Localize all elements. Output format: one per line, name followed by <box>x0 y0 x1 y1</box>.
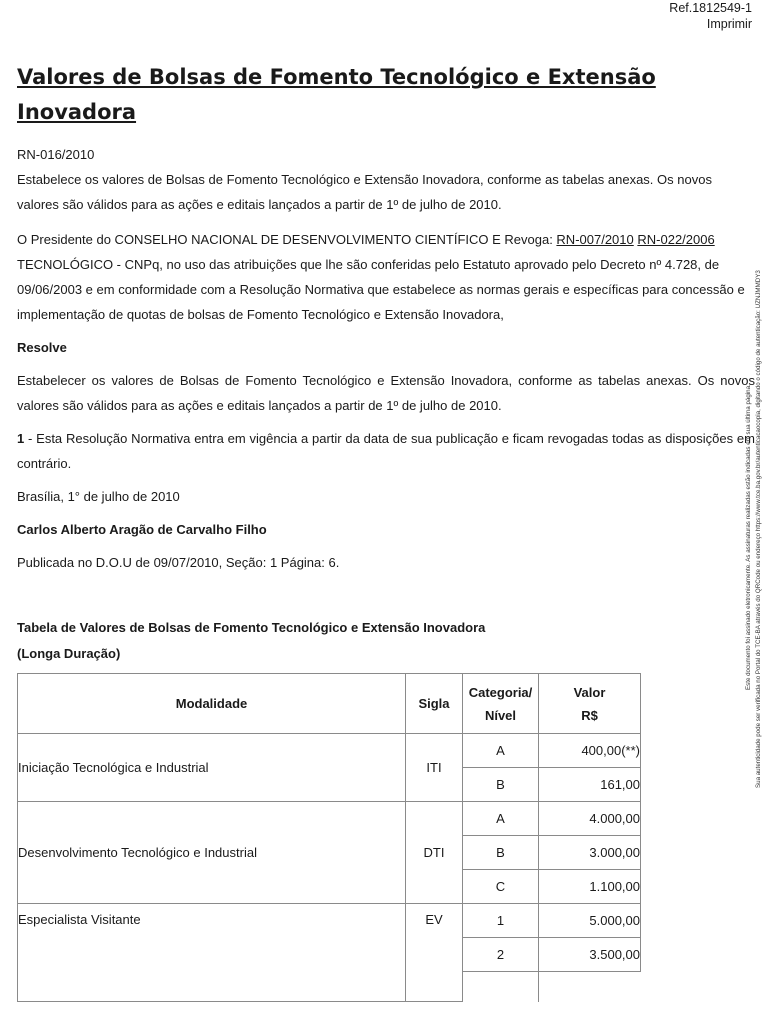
reference-number: Ref.1812549-1 <box>669 1 752 15</box>
cell-sigla-iti: ITI <box>406 734 463 802</box>
article-number: 1 <box>17 431 25 446</box>
table-row <box>18 802 641 836</box>
cell-nivel: A <box>463 802 539 836</box>
stamp-line-1: Este documento foi assinado eletronicamente. As assinaturas realizadas estão indicadas em sua última página. <box>745 384 752 690</box>
cell-valor-empty <box>539 972 641 1002</box>
top-reference <box>669 0 752 32</box>
cell-nivel: 1 <box>463 904 539 938</box>
header-valor-line1: Valor <box>573 684 606 700</box>
cell-modalidade-iti: Iniciação Tecnológica e Industrial <box>18 734 406 802</box>
header-categoria <box>463 674 539 734</box>
revoga-link-rn-007-2010[interactable]: RN-007/2010 <box>556 232 634 247</box>
doc-establish: Estabelecer os valores de Bolsas de Fomento Tecnológico e Extensão Inovadora, conforme as tabelas anexas. Os novos valores são válidos para as ações e editais lançados a partir de 1º de julho de 2010. <box>17 373 755 413</box>
authentication-stamp <box>744 200 770 800</box>
doc-article-1 <box>17 426 755 476</box>
cell-valor: 1.100,00 <box>539 870 641 904</box>
cell-modalidade-ev: Especialista Visitante <box>18 904 406 1002</box>
cell-nivel-empty <box>463 972 539 1002</box>
header-valor <box>539 674 641 734</box>
cell-valor: 161,00 <box>539 768 641 802</box>
cell-valor: 5.000,00 <box>539 904 641 938</box>
cell-nivel: A <box>463 734 539 768</box>
table-caption-title: Tabela de Valores de Bolsas de Fomento Tecnológico e Extensão Inovadora <box>17 620 486 635</box>
cell-nivel: C <box>463 870 539 904</box>
publication-note: Publicada no D.O.U de 09/07/2010, Seção: 1 Página: 6. <box>17 555 340 570</box>
table-row <box>18 904 641 938</box>
stamp-line-2: Sua autenticidade pode ser verificada no Portal do TCE-BA através do QRCode ou endereço https://www.tce.ba.gov.br/autenticacaocopia, digitando o código de autenticação: UZNJMMDY3 <box>755 270 762 788</box>
resolve-heading: Resolve <box>17 340 67 355</box>
doc-summary: Estabelece os valores de Bolsas de Fomento Tecnológico e Extensão Inovadora, conforme as tabelas anexas. Os novos valores são válidos para as ações e editais lançados a partir de 1º de julho de 2010. <box>17 172 712 212</box>
print-link[interactable]: Imprimir <box>706 17 752 31</box>
cell-valor: 3.000,00 <box>539 836 641 870</box>
page-title: Valores de Bolsas de Fomento Tecnológico e Extensão Inovadora <box>17 65 656 124</box>
header-valor-line2: R$ <box>581 707 598 723</box>
doc-preamble <box>17 227 755 327</box>
preamble-text-start: O Presidente do CONSELHO NACIONAL DE DESENVOLVIMENTO CIENTÍFICO E Revoga: <box>17 232 557 247</box>
table-row <box>18 734 641 768</box>
header-categoria-line2: Nível <box>484 707 517 723</box>
signer-name: Carlos Alberto Aragão de Carvalho Filho <box>17 522 267 537</box>
doc-number: RN-016/2010 <box>17 147 95 162</box>
cell-valor: 400,00(**) <box>539 734 641 768</box>
cell-valor: 3.500,00 <box>539 938 641 972</box>
article-text: - Esta Resolução Normativa entra em vigência a partir da data de sua publicação e ficam revogadas todas as disposições em contrário. <box>17 431 755 471</box>
preamble-text-end: TECNOLÓGICO - CNPq, no uso das atribuições que lhe são conferidas pelo Estatuto aprovado pelo Decreto nº 4.728, de 09/06/2003 e em conformidade com a Resolução Normativa que estabelece as normas gerais e específicas para concessão e implementação de quotas de bolsas de Fomento Tecnológico e Extensão Inovadora, <box>17 257 745 322</box>
cell-sigla-ev: EV <box>406 904 463 1002</box>
cell-nivel: B <box>463 836 539 870</box>
cell-nivel: B <box>463 768 539 802</box>
cell-valor: 4.000,00 <box>539 802 641 836</box>
table-header-row <box>18 674 641 734</box>
cell-sigla-dti: DTI <box>406 802 463 904</box>
header-sigla: Sigla <box>406 674 463 734</box>
place-date: Brasília, 1° de julho de 2010 <box>17 489 180 504</box>
table-caption-subtitle: (Longa Duração) <box>17 646 121 661</box>
cell-nivel: 2 <box>463 938 539 972</box>
scholarship-values-table <box>17 673 641 1002</box>
revoga-link-rn-022-2006[interactable]: RN-022/2006 <box>637 232 715 247</box>
header-modalidade: Modalidade <box>18 674 406 734</box>
table-caption <box>17 615 485 667</box>
cell-modalidade-dti: Desenvolvimento Tecnológico e Industrial <box>18 802 406 904</box>
document-body <box>17 142 755 575</box>
header-categoria-line1: Categoria/ <box>468 684 533 700</box>
